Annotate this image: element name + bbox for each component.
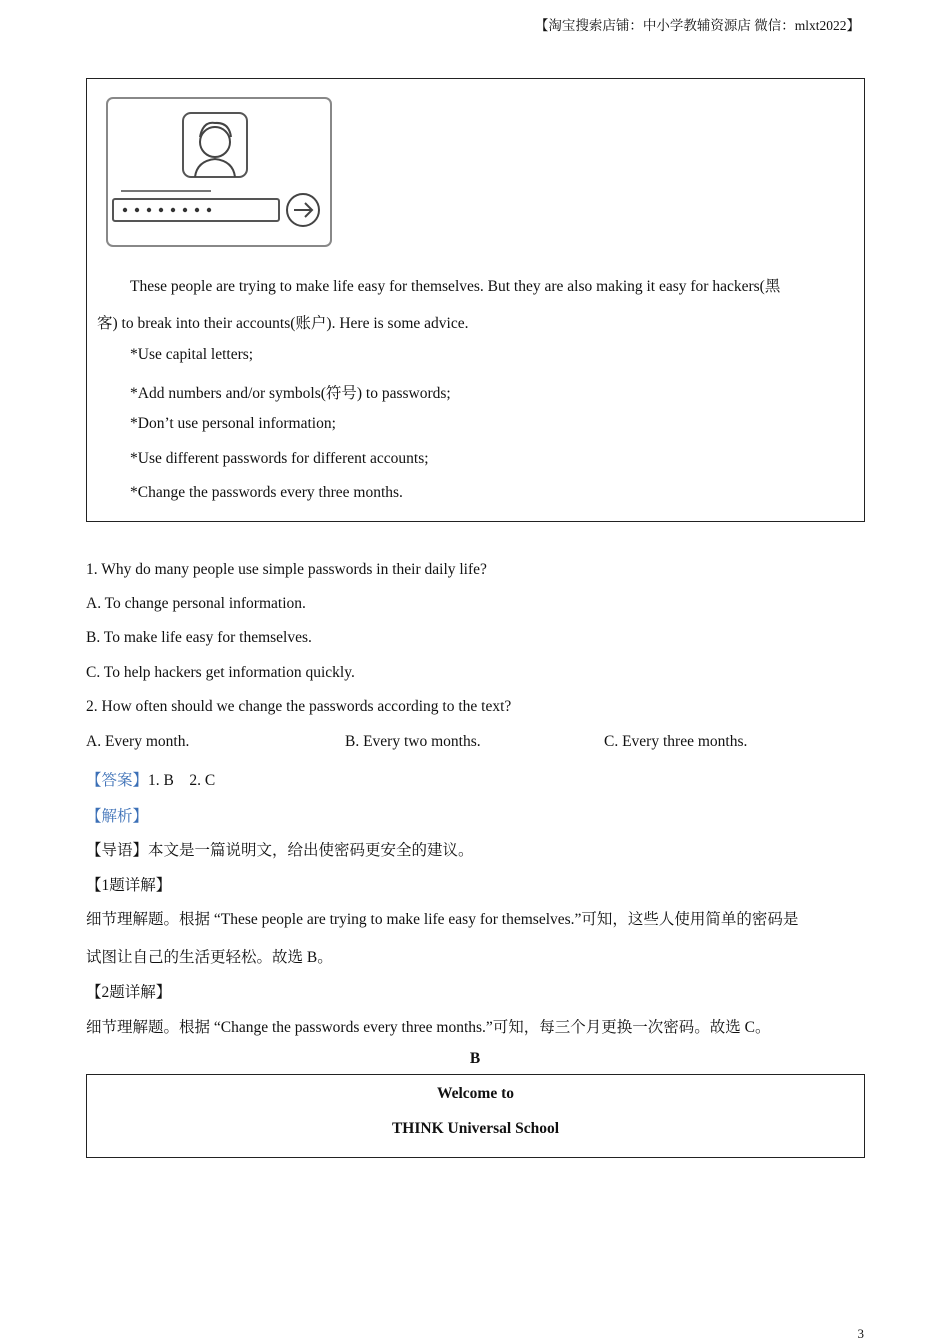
answer-label: 【答案】 — [86, 772, 149, 789]
analysis-label: 【解析】 — [86, 808, 149, 825]
detail-2-title: 【2题详解】 — [86, 984, 172, 1001]
q2-option-b: B. Every two months. — [345, 733, 481, 750]
q1-option-a: A. To change personal information. — [86, 595, 306, 612]
q2-option-c: C. Every three months. — [604, 733, 748, 750]
detail-2-line-1: 细节理解题。根据 “Change the passwords every three months.”可知，每三个月更换一次密码。故选 C。 — [86, 1019, 771, 1036]
advice-item: *Change the passwords every three months. — [130, 484, 403, 501]
password-login-illustration — [103, 95, 335, 251]
section-b-label: B — [469, 1050, 481, 1067]
question-2: 2. How often should we change the passwords according to the text? — [86, 698, 512, 715]
detail-1-line-1: 细节理解题。根据 “These people are trying to make life easy for themselves.”可知，这些人使用简单的密码是 — [86, 911, 799, 928]
section-b-box — [86, 1074, 865, 1158]
section-b-title-2: THINK Universal School — [391, 1120, 560, 1137]
advice-item: *Don’t use personal information; — [130, 415, 336, 432]
page-number: 3 — [857, 1326, 864, 1341]
advice-item: *Use different passwords for different accounts; — [130, 450, 429, 467]
advice-item: *Use capital letters; — [130, 346, 254, 363]
q1-option-c: C. To help hackers get information quickly. — [86, 664, 355, 681]
q2-option-a: A. Every month. — [86, 733, 190, 750]
passage-intro-line-1: These people are trying to make life easy for themselves. But they are also making it easy for hackers(黑 — [130, 278, 781, 295]
q1-option-b: B. To make life easy for themselves. — [86, 629, 312, 646]
section-b-title-1: Welcome to — [436, 1085, 515, 1102]
answer-value: 1. B 2. C — [148, 772, 216, 789]
detail-1-line-2: 试图让自己的生活更轻松。故选 B。 — [86, 949, 333, 966]
detail-1-title: 【1题详解】 — [86, 877, 172, 894]
question-1: 1. Why do many people use simple passwords in their daily life? — [86, 561, 487, 578]
page-header: 【淘宝搜索店铺：中小学教辅资源店 微信：mlxt2022】 — [534, 18, 860, 33]
advice-item: *Add numbers and/or symbols(符号) to passwords; — [130, 385, 451, 402]
answer-line — [86, 768, 215, 790]
guide-text: 【导语】本文是一篇说明文，给出使密码更安全的建议。 — [86, 842, 474, 859]
passage-intro-line-2: 客) to break into their accounts(账户). Here is some advice. — [97, 315, 469, 332]
